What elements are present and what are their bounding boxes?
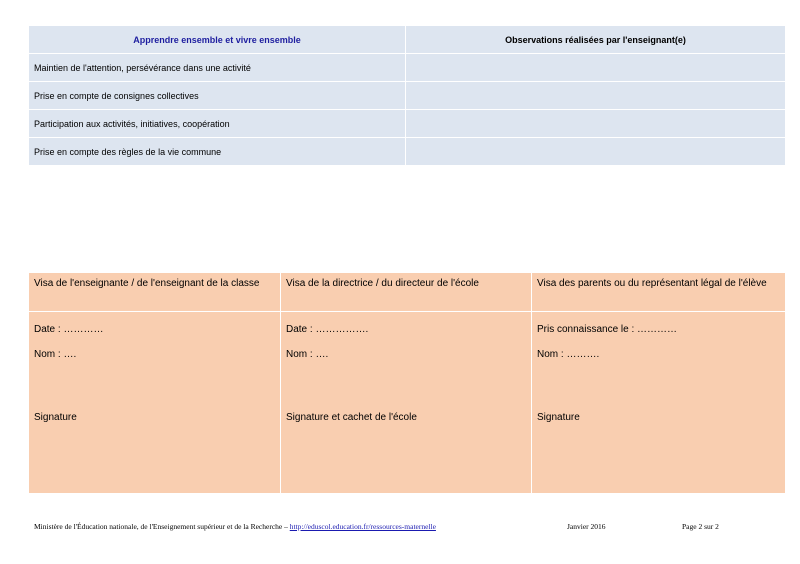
visa-director-cell[interactable]	[281, 312, 532, 494]
visa-header-row	[29, 273, 786, 312]
row-label: Participation aux activités, initiatives, coopération	[29, 110, 406, 138]
row-observation-cell[interactable]	[406, 138, 786, 166]
visa-parents-name: Nom : ……….	[537, 349, 600, 360]
table-row	[29, 82, 786, 110]
visa-parents-cell[interactable]	[532, 312, 786, 494]
visa-teacher-date: Date : …………	[34, 324, 104, 335]
footer-ministry	[34, 522, 436, 531]
footer-link[interactable]: http://eduscol.education.fr/ressources-maternelle	[289, 522, 436, 531]
table-row	[29, 138, 786, 166]
visa-teacher-heading: Visa de l'enseignante / de l'enseignant de la classe	[29, 273, 281, 312]
row-observation-cell[interactable]	[406, 110, 786, 138]
footer-date: Janvier 2016	[567, 522, 606, 531]
visa-body-row	[29, 312, 786, 494]
table-row	[29, 110, 786, 138]
observations-table	[28, 25, 786, 166]
visa-director-signature: Signature et cachet de l'école	[286, 412, 417, 423]
row-label: Prise en compte des règles de la vie commune	[29, 138, 406, 166]
observations-header-left: Apprendre ensemble et vivre ensemble	[29, 26, 406, 54]
visa-table	[28, 272, 786, 494]
visa-parents-heading: Visa des parents ou du représentant légal de l'élève	[532, 273, 786, 312]
row-observation-cell[interactable]	[406, 82, 786, 110]
table-row	[29, 54, 786, 82]
visa-teacher-cell[interactable]	[29, 312, 281, 494]
visa-teacher-name: Nom : ….	[34, 349, 77, 360]
visa-parents-signature: Signature	[537, 412, 580, 423]
visa-parents-date: Pris connaissance le : …………	[537, 324, 678, 335]
row-observation-cell[interactable]	[406, 54, 786, 82]
visa-teacher-signature: Signature	[34, 412, 77, 423]
footer-ministry-text: Ministère de l'Éducation nationale, de l'Enseignement supérieur et de la Recherche –	[34, 522, 290, 531]
row-label: Prise en compte de consignes collectives	[29, 82, 406, 110]
row-label: Maintien de l'attention, persévérance dans une activité	[29, 54, 406, 82]
visa-director-name: Nom : ….	[286, 349, 329, 360]
visa-director-heading: Visa de la directrice / du directeur de l'école	[281, 273, 532, 312]
observations-header-row	[29, 26, 786, 54]
observations-header-right: Observations réalisées par l'enseignant(e)	[406, 26, 786, 54]
footer-page-number: Page 2 sur 2	[682, 522, 719, 531]
visa-director-date: Date : …………….	[286, 324, 369, 335]
